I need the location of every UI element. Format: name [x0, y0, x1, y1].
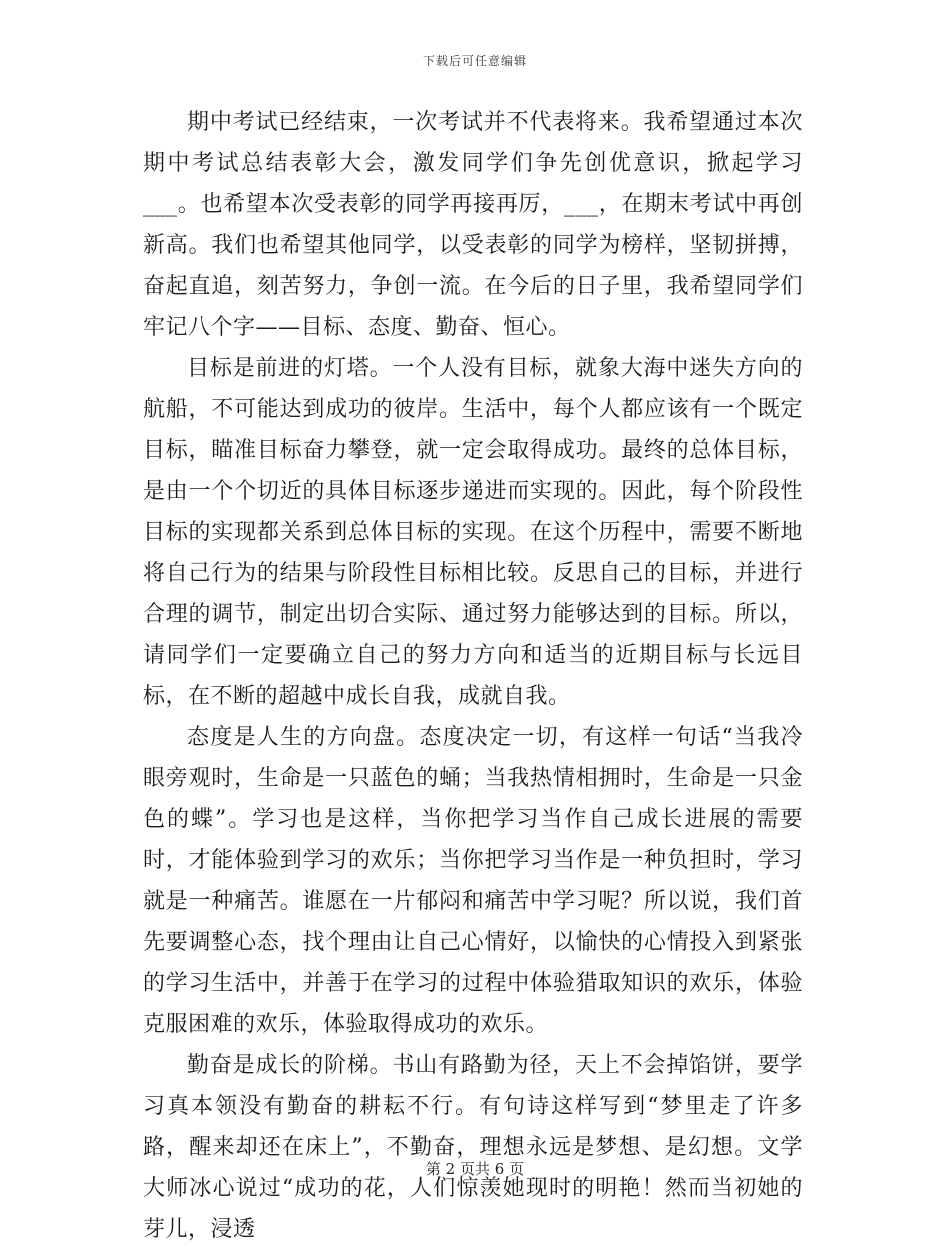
paragraph-intro: 期中考试已经结束，一次考试并不代表将来。我希望通过本次期中考试总结表彰大会，激发同学们争先创优意识，掀起学习___。也希望本次受表彰的同学再接再厉，___，在期末考试中再创新高。我们也希望其他同学，以受表彰的同学为榜样，坚韧拼搏，奋起直追，刻苦努力，争创一流。在今后的日子里，我希望同学们牢记八个字——目标、态度、勤奋、恒心。 — [143, 110, 803, 340]
paragraph-attitude: 态度是人生的方向盘。态度决定一切，有这样一句话“当我冷眼旁观时，生命是一只蓝色的蛹；当我热情相拥时，生命是一只金色的蝶”。学习也是这样，当你把学习当作自己成长进展的需要时，才能体验到学习的欢乐；当你把学习当作是一种负担时，学习就是一种痛苦。谁愿在一片郁闷和痛苦中学习呢？所以说，我们首先要调整心态，找个理由让自己心情好，以愉快的心情投入到紧张的学习生活中，并善于在学习的过程中体验猎取知识的欢乐，体验克服困难的欢乐，体验取得成功的欢乐。 — [143, 725, 803, 1037]
paragraph-diligence: 勤奋是成长的阶梯。书山有路勤为径，天上不会掉馅饼，要学习真本领没有勤奋的耕耘不行。有句诗这样写到“梦里走了许多路，醒来却还在床上”，不勤奋，理想永远是梦想、是幻想。文学大师冰心说过“成功的花，人们惊羡她现时的明艳！然而当初她的芽儿，浸透 — [143, 1053, 803, 1242]
page-number-footer: 第 2 页共 6 页 — [425, 1160, 525, 1178]
document-body — [143, 102, 803, 1250]
paragraph-goal: 目标是前进的灯塔。一个人没有目标，就象大海中迷失方向的航船，不可能达到成功的彼岸。生活中，每个人都应该有一个既定目标，瞄准目标奋力攀登，就一定会取得成功。最终的总体目标，是由一个个切近的具体目标逐步递进而实现的。因此，每个阶段性目标的实现都关系到总体目标的实现。在这个历程中，需要不断地将自己行为的结果与阶段性目标相比较。反思自己的目标，并进行合理的调节，制定出切合实际、通过努力能够达到的目标。所以，请同学们一定要确立自己的努力方向和适当的近期目标与长远目标，在不断的超越中成长自我，成就自我。 — [143, 356, 803, 709]
header-note: 下载后可任意编辑 — [422, 54, 527, 68]
